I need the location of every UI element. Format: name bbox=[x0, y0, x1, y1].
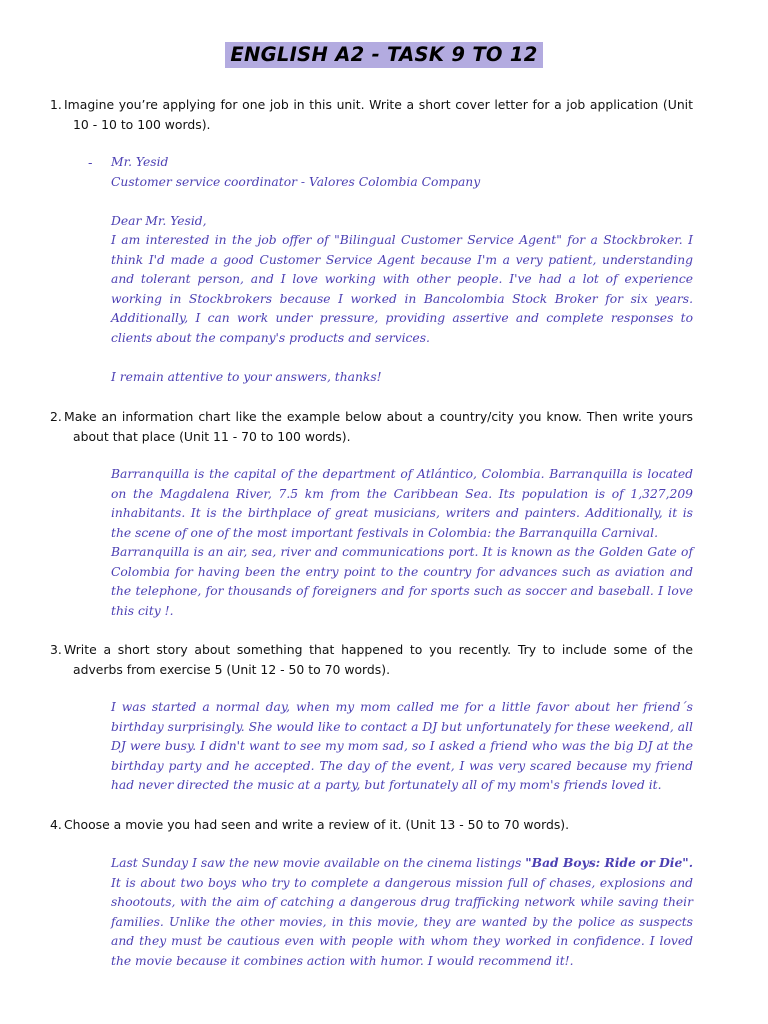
question-number: 2. bbox=[50, 409, 62, 424]
salutation: Dear Mr. Yesid, bbox=[111, 213, 207, 228]
question-3 bbox=[50, 640, 693, 679]
answer-2 bbox=[111, 465, 693, 621]
question-1 bbox=[50, 95, 693, 134]
question-2 bbox=[50, 407, 693, 446]
review-text bbox=[111, 853, 693, 971]
answer-paragraph-1: Barranquilla is the capital of the department of Atlántico, Colombia. Barranquilla is located on the Magdalena River, 7.5 km from the Caribbean Sea. Its population is of 1,327,209 inhabitants. It is the birthplace of great musicians, writers and painters. Additionally, it is the scene of one of the most important festivals in Colombia: the Barranquilla Carnival. bbox=[111, 467, 693, 540]
page-title: ENGLISH A2 - TASK 9 TO 12 bbox=[225, 42, 542, 68]
answer-paragraph-2: Barranquilla is an air, sea, river and communications port. It is known as the Golden Gate of Colombia for having been the entry point to the country for advances such as aviation and the telephone, for thousands of foreigners and for sports such as soccer and baseball. I love this city !. bbox=[111, 545, 693, 618]
list-dash: - bbox=[88, 155, 93, 170]
question-text: Imagine you’re applying for one job in this unit. Write a short cover letter for a job application (Unit 10 - 10 to 100 words). bbox=[64, 97, 693, 132]
recipient-title: Customer service coordinator - Valores Colombia Company bbox=[111, 174, 481, 189]
answer-3 bbox=[111, 698, 693, 796]
review-rest: It is about two boys who try to complete a dangerous mission full of chases, explosions and shootouts, with the aim of catching a dangerous drug trafficking network while saving their families. Unlike the other movies, in this movie, they are wanted by the police as suspects and they must be cautious even with people with whom they worked in confidence. I loved the movie because it combines action with humor. I would recommend it!. bbox=[111, 875, 693, 968]
story-text: I was started a normal day, when my mom called me for a little favor about her friend´s birthday surprisingly. She would like to contact a DJ but unfortunately for these weekend, all DJ were busy. I didn't want to see my mom sad, so I asked a friend who was the big DJ at the birthday party and he accepted. The day of the event, I was very scared because my friend had never directed the music at a party, but fortunately all of my mom's friends loved it. bbox=[111, 700, 693, 793]
question-text: Choose a movie you had seen and write a review of it. (Unit 13 - 50 to 70 words). bbox=[64, 817, 570, 832]
question-text: Make an information chart like the example below about a country/city you know. Then write yours about that place (Unit 11 - 70 to 100 words). bbox=[64, 409, 693, 444]
question-number: 1. bbox=[50, 97, 62, 112]
question-number: 4. bbox=[50, 817, 62, 832]
letter-body: I am interested in the job offer of "Bilingual Customer Service Agent" for a Stockbroker. I think I'd made a good Customer Service Agent because I'm a very patient, understanding and tolerant person, and I love working with other people. I've had a lot of experience working in Stockbrokers because I worked in Bancolombia Stock Broker for six years. Additionally, I can work under pressure, providing assertive and complete responses to clients about the company's products and services. bbox=[111, 233, 693, 345]
recipient-name: Mr. Yesid bbox=[111, 155, 169, 169]
answer-1 bbox=[111, 153, 693, 388]
movie-title: "Bad Boys: Ride or Die". bbox=[525, 855, 693, 870]
answer-4 bbox=[111, 853, 693, 971]
question-number: 3. bbox=[50, 642, 62, 657]
question-text: Write a short story about something that happened to you recently. Try to include some of the adverbs from exercise 5 (Unit 12 - 50 to 70 words). bbox=[64, 642, 693, 677]
letter-closing: I remain attentive to your answers, thanks! bbox=[111, 370, 382, 385]
question-4 bbox=[50, 815, 693, 835]
title-container bbox=[0, 42, 768, 68]
review-start: Last Sunday I saw the new movie available on the cinema listings bbox=[111, 856, 526, 870]
